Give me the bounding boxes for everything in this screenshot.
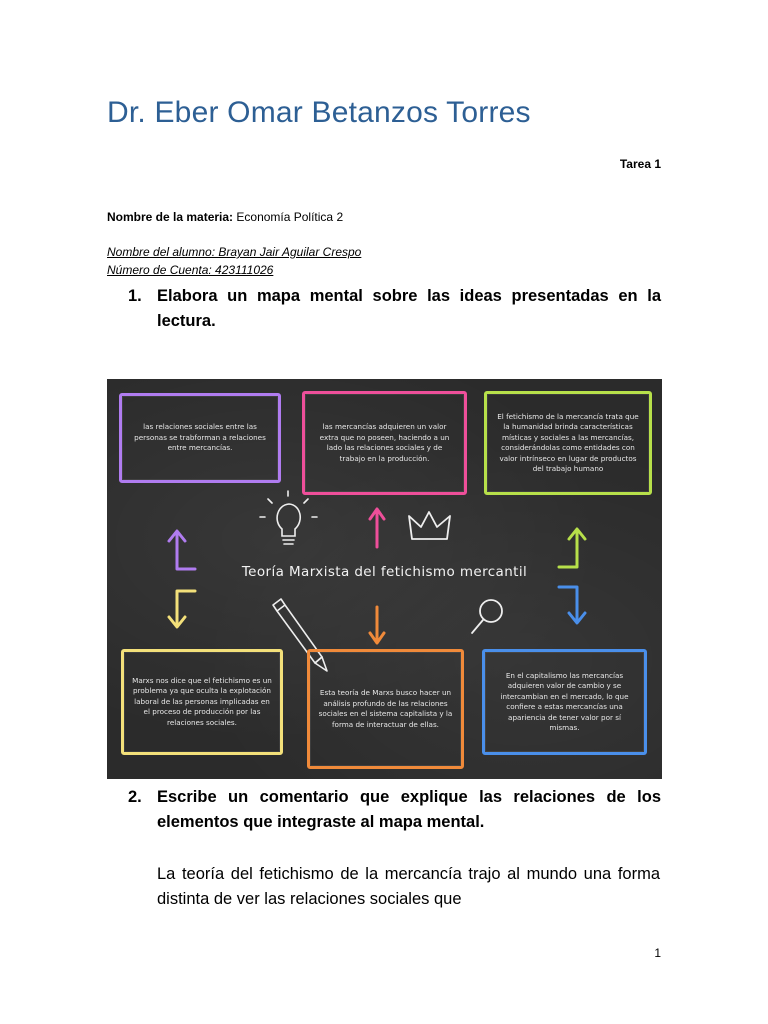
task-label: Tarea 1	[619, 157, 661, 171]
node-bottom-left: Marxs nos dice que el fetichismo es un problema ya que oculta la explotación laboral de las personas implicadas en el proceso de producción por las relaciones sociales.	[121, 649, 283, 755]
subject-label: Nombre de la materia:	[107, 210, 234, 224]
node-top-center: las mercancías adquieren un valor extra que no poseen, haciendo a un lado las relaciones sociales y de trabajo en la producción.	[302, 391, 467, 495]
node-top-left: las relaciones sociales entre las personas se trabforman a relaciones entre mercancías.	[119, 393, 281, 483]
mind-map-image	[107, 379, 662, 779]
question-text: Elabora un mapa mental sobre las ideas presentadas en la lectura.	[157, 287, 661, 330]
author-heading: Dr. Eber Omar Betanzos Torres	[107, 96, 531, 129]
node-bottom-right: En el capitalismo las mercancías adquieren valor de cambio y se intercambian en el mercado, lo que confiere a estas mercancías una apariencia de tener valor por sí mismas.	[482, 649, 647, 755]
student-name: Nombre del alumno: Brayan Jair Aguilar Crespo	[107, 245, 362, 259]
question-number: 2.	[128, 788, 142, 806]
node-top-right: El fetichismo de la mercancía trata que la humanidad brinda características místicas y sociales a las mercancías, considerándolas como entidades con valor intrínseco en lugar de productos del trabajo humano	[484, 391, 652, 495]
question-2	[128, 785, 661, 835]
arrow-up-right	[559, 531, 577, 567]
central-topic: Teoría Marxista del fetichismo mercantil	[241, 564, 528, 580]
arrow-down-left	[177, 591, 195, 625]
page-number: 1	[654, 946, 661, 960]
magnifier-icon	[472, 600, 502, 633]
subject-value: Economía Política 2	[236, 210, 344, 224]
arrow-down-right	[559, 587, 577, 621]
answer-paragraph: La teoría del fetichismo de la mercancía trajo al mundo una forma distinta de ver las relaciones sociales que	[157, 865, 660, 908]
question-text: Escribe un comentario que explique las relaciones de los elementos que integraste al mapa mental.	[157, 788, 661, 831]
subject-line	[107, 210, 343, 224]
node-bottom-center: Esta teoría de Marxs busco hacer un análisis profundo de las relaciones sociales en el sistema capitalista y la forma de interactuar de ellas.	[307, 649, 464, 769]
question-number: 1.	[128, 287, 142, 305]
question-1	[128, 284, 661, 334]
lightbulb-icon	[260, 491, 317, 544]
crown-icon	[409, 512, 450, 539]
account-number: Número de Cuenta: 423111026	[107, 263, 274, 277]
